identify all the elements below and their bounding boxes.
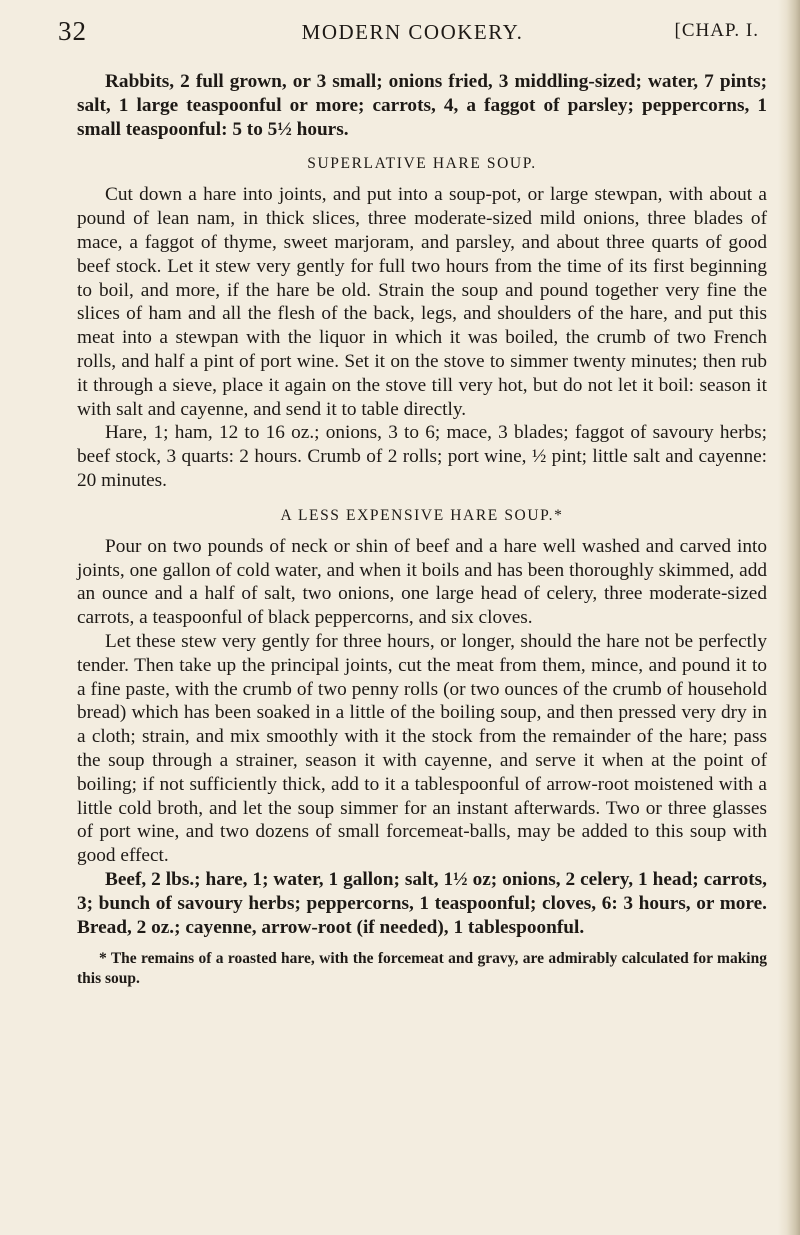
footnote: * The remains of a roasted hare, with the forcemeat and gravy, are admirably calculated for making this soup. — [77, 950, 767, 988]
section2-paragraph-1: Pour on two pounds of neck or shin of beef and a hare well washed and carved into joints, one gallon of cold water, and when it boils and has been thoroughly skimmed, add an ounce and a half of salt, two onions, one large head of celery, three moderate-sized carrots, a teaspoonful of black peppercorns, and six cloves. — [77, 535, 767, 629]
running-header — [50, 14, 775, 54]
intro-summary: Rabbits, 2 full grown, or 3 small; onions fried, 3 middling-sized; water, 7 pints; salt, 1 large teaspoonful or more; carrots, 4, a faggot of parsley; peppercorns, 1 small teaspoonful: 5 to 5½ hours. — [77, 71, 767, 140]
book-spine-edge — [778, 0, 800, 1235]
chapter-label: [CHAP. I. — [674, 20, 759, 41]
page-body — [77, 70, 767, 989]
section1-summary: Hare, 1; ham, 12 to 16 oz.; onions, 3 to 6; mace, 3 blades; faggot of savoury herbs; beef stock, 3 quarts: 2 hours. Crumb of 2 rolls; port wine, ½ pint; little salt and cayenne: 20 minutes. — [77, 422, 767, 491]
section-heading-less-expensive-hare-soup: A LESS EXPENSIVE HARE SOUP.* — [280, 506, 564, 524]
section1-paragraph: Cut down a hare into joints, and put into a soup-pot, or large stewpan, with about a pound of lean nam, in thick slices, three moderate-sized mild onions, three blades of mace, a faggot of thyme, sweet marjoram, and parsley, and about three quarts of good beef stock. Let it stew very gently for full two hours from the time of its first beginning to boil, and more, if the hare be old. Strain the soup and pound together very fine the slices of ham and all the flesh of the back, legs, and shoulders of the hare, and put this meat into a stewpan with the liquor in which it was boiled, the crumb of two French rolls, and half a pint of port wine. Set it on the stove to simmer twenty minutes; then rub it through a sieve, place it again on the stove till very hot, but do not let it boil: season it with salt and cayenne, and send it to table directly. — [77, 184, 767, 420]
book-page — [50, 0, 775, 1235]
section2-summary: Beef, 2 lbs.; hare, 1; water, 1 gallon; salt, 1½ oz; onions, 2 celery, 1 head; carrots, 3; bunch of savoury herbs; peppercorns, 1 teaspoonful; cloves, 6: 3 hours, or more. Bread, 2 oz.; cayenne, arrow-root (if needed), 1 tablespoonful. — [77, 868, 767, 938]
page-number: 32 — [58, 16, 87, 46]
running-title: MODERN COOKERY. — [301, 20, 524, 44]
section2-paragraph-2: Let these stew very gently for three hours, or longer, should the hare not be perfectly tender. Then take up the principal joints, cut the meat from them, mince, and pound it to a fine paste, with the crumb of two penny rolls (or two ounces of the crumb of household bread) which has been soaked in a little of the boiling soup, and then pressed very dry in a cloth; strain, and mix smoothly with it the stock from the remainder of the hare; pass the soup through a strainer, season it with cayenne, and serve it when at the point of boiling; if not sufficiently thick, add to it a tablespoonful of arrow-root moistened with a little cold broth, and let the soup simmer for an instant afterwards. Two or three glasses of port wine, and two dozens of small forcemeat-balls, may be added to this soup with good effect. — [77, 630, 767, 867]
section-heading-superlative-hare-soup: SUPERLATIVE HARE SOUP. — [307, 155, 537, 173]
